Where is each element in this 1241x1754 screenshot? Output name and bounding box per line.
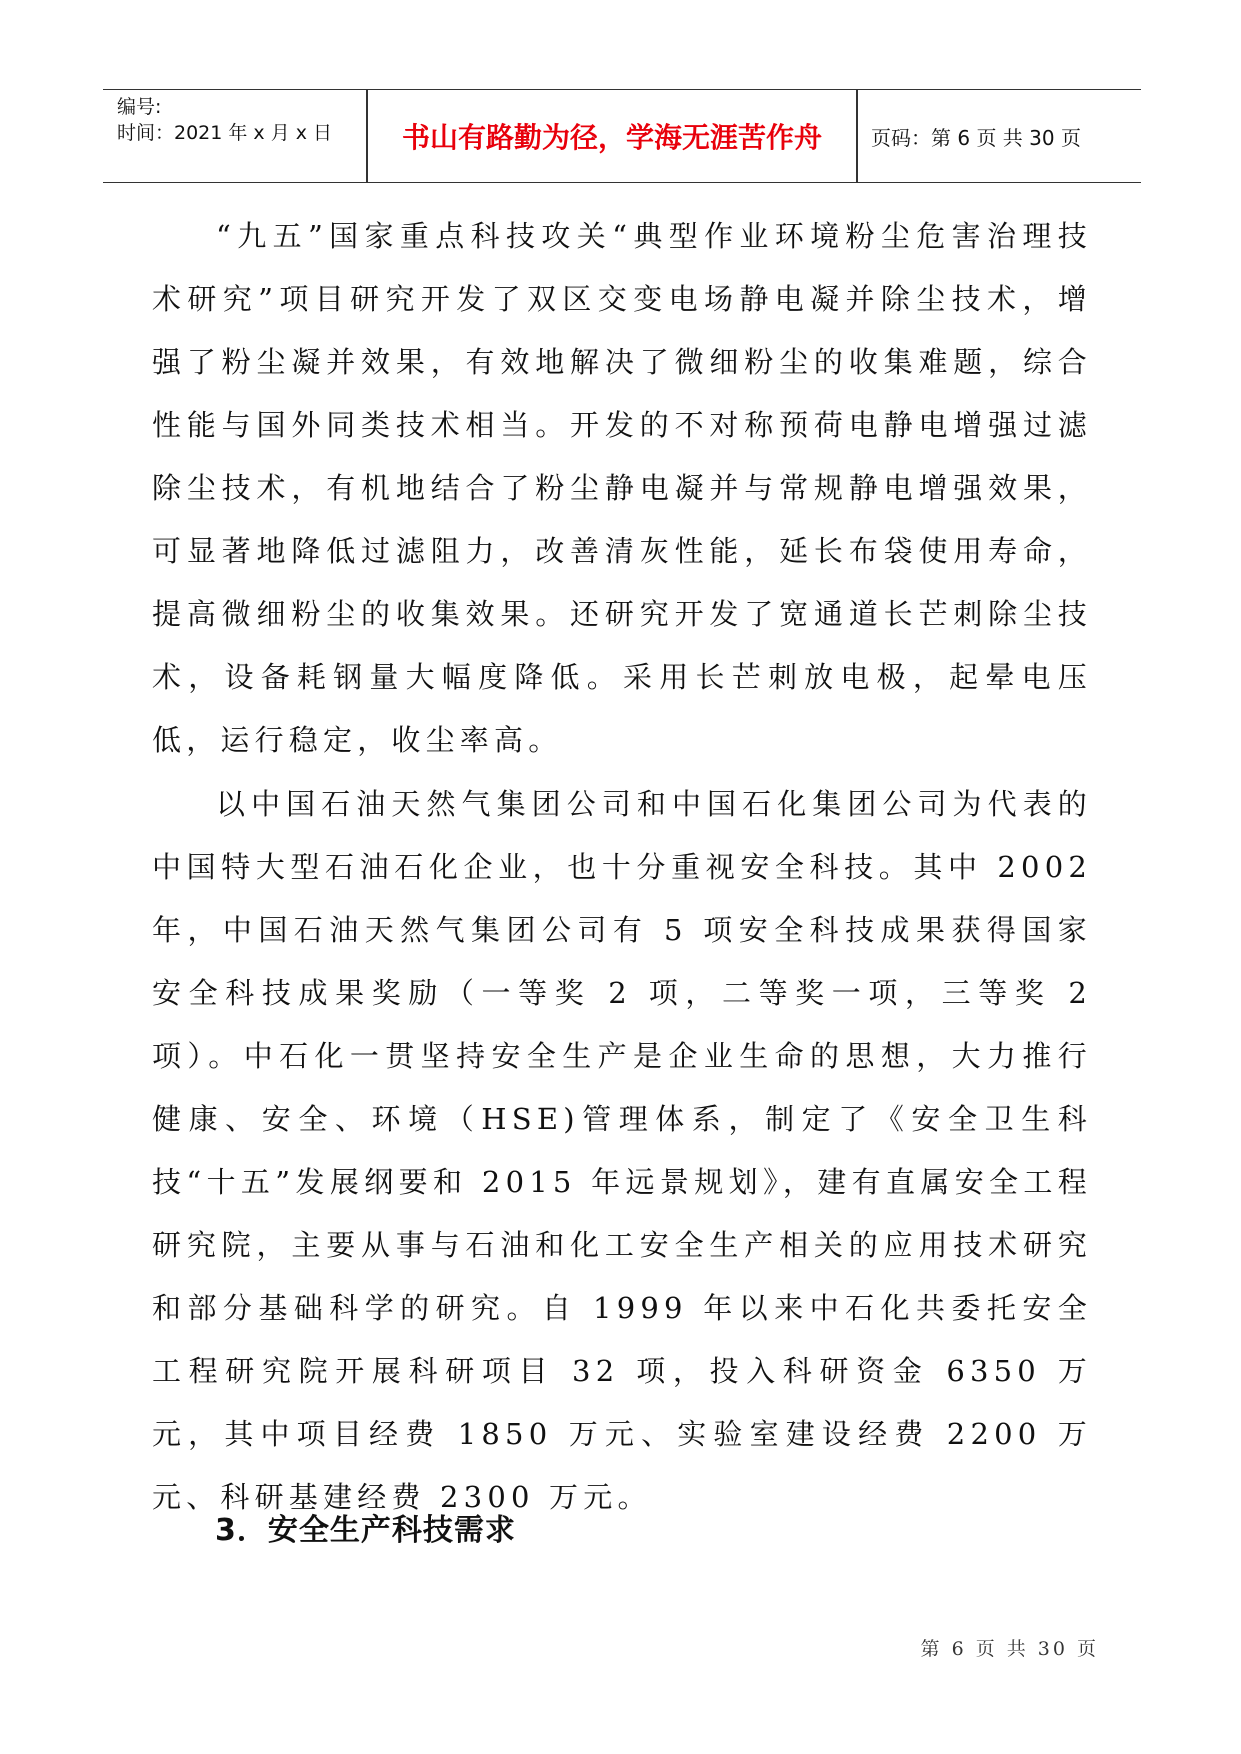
- header-divider-right: [856, 90, 858, 182]
- paragraph-1: “九五”国家重点科技攻关“典型作业环境粉尘危害治理技术研究”项目研究开发了双区交变电场静电凝并除尘技术，增强了粉尘凝并效果，有效地解决了微细粉尘的收集难题，综合性能与国外同类技术相当。开发的不对称预荷电静电增强过滤除尘技术，有机地结合了粉尘静电凝并与常规静电增强效果，可显著地降低过滤阻力，改善清灰性能，延长布袋使用寿命，提高微细粉尘的收集效果。还研究开发了宽通道长芒刺除尘技术，设备耗钢量大幅度降低。采用长芒刺放电极，起晕电压低，运行稳定，收尘率高。: [152, 219, 1092, 757]
- header-meta: [117, 94, 357, 178]
- document-time-label: 时间：2021 年 x 月 x 日: [117, 122, 333, 144]
- page-footer-number: 第 6 页 共 30 页: [920, 1638, 1099, 1660]
- paragraph-2: 以中国石油天然气集团公司和中国石化集团公司为代表的中国特大型石油石化企业，也十分重视安全科技。其中 2002 年，中国石油天然气集团公司有 5 项安全科技成果获得国家安全科技成果奖励（一等奖 2 项，二等奖一项，三等奖 2 项）。中石化一贯坚持安全生产是企业生命的思想，大力推行健康、安全、环境（HSE)管理体系，制定了《安全卫生科技“十五”发展纲要和 2015 年远景规划》，建有直属安全工程研究院，主要从事与石油和化工安全生产相关的应用技术研究和部分基础科学的研究。自 1999 年以来中石化共委托安全工程研究院开展科研项目 32 项，投入科研资金 6350 万元，其中项目经费 1850 万元、实验室建设经费 2200 万元、科研基建经费 2300 万元。: [152, 787, 1092, 1514]
- document-body: [152, 205, 1092, 1529]
- header-page-code: 页码：第 6 页 共 30 页: [871, 125, 1081, 150]
- page-header: [103, 89, 1141, 183]
- header-motto: 书山有路勤为径，学海无涯苦作舟: [401, 121, 822, 154]
- document-number-label: 编号:: [117, 96, 162, 118]
- section-heading: 3．安全生产科技需求: [215, 1513, 516, 1548]
